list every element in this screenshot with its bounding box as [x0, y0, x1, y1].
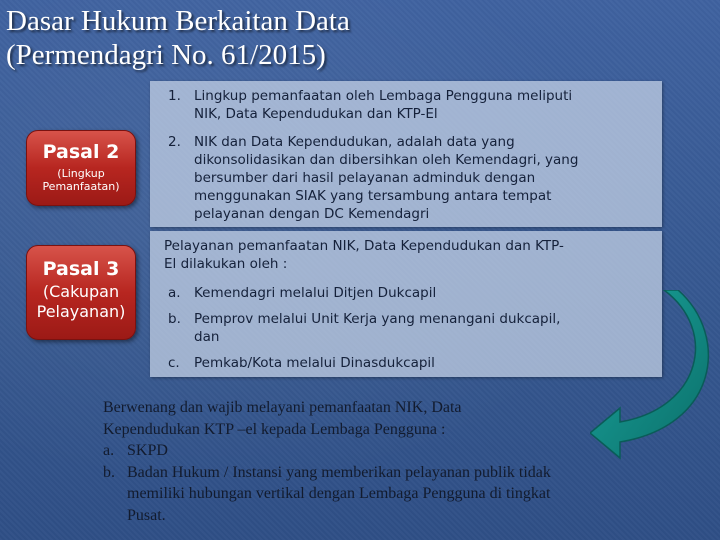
item-number: 2.	[168, 134, 181, 150]
bottom-item-line: memiliki hubungan vertikal dengan Lembaga Pengguna di tingkat	[127, 485, 551, 502]
pasal-2-badge	[26, 130, 136, 206]
bottom-item-b	[103, 462, 643, 527]
pasal-3-subtitle-line: Pelayanan)	[36, 302, 126, 321]
item-letter: c.	[168, 355, 180, 371]
item-line: Pemprov melalui Unit Kerja yang menangani dukcapil,	[194, 311, 561, 327]
bottom-item-line: Pusat.	[127, 506, 166, 524]
pasal-2-item-1	[168, 87, 650, 123]
pasal-3-item-a	[168, 284, 650, 302]
item-line: Lingkup pemanfaatan oleh Lembaga Pengguna meliputi	[194, 88, 573, 104]
title-line-1: Dasar Hukum Berkaitan Data	[6, 5, 350, 37]
pasal-2-name: Pasal 2	[42, 141, 120, 163]
item-line: Kemendagri melalui Ditjen Dukcapil	[194, 285, 437, 301]
item-line: NIK dan Data Kependudukan, adalah data yang	[194, 134, 515, 150]
bottom-item-mark: a.	[103, 442, 115, 459]
title-line-2: (Permendagri No. 61/2015)	[6, 39, 326, 71]
item-line: bersumber dari hasil pelayanan adminduk dengan	[194, 170, 536, 186]
bottom-line: Berwenang dan wajib melayani pemanfaatan NIK, Data	[103, 399, 462, 416]
pasal-2-subtitle-line: Pemanfaatan)	[42, 180, 120, 193]
item-letter: b.	[168, 311, 181, 327]
bottom-item-line: Badan Hukum / Instansi yang memberikan pelayanan publik tidak	[127, 463, 551, 481]
pasal-3-item-c	[168, 354, 650, 372]
pasal-3-name: Pasal 3	[42, 258, 120, 280]
pasal-3-item-b	[168, 310, 650, 346]
bottom-line: Kependudukan KTP –el kepada Lembaga Pengguna :	[103, 420, 446, 438]
item-line: NIK, Data Kependudukan dan KTP-El	[194, 106, 438, 122]
item-letter: a.	[168, 285, 181, 301]
intro-line: El dilakukan oleh :	[164, 256, 288, 272]
pasal-3-subtitle	[27, 282, 135, 322]
pasal-3-intro	[164, 237, 650, 273]
pasal-3-badge	[26, 245, 136, 340]
item-line: pelayanan dengan DC Kemendagri	[194, 206, 430, 222]
slide-title	[6, 4, 350, 72]
pasal-2-panel	[150, 81, 662, 227]
item-line: dan	[194, 329, 220, 345]
bottom-item-mark: b.	[103, 463, 115, 481]
item-number: 1.	[168, 88, 181, 104]
pasal-2-subtitle-line: (Lingkup	[57, 167, 105, 180]
pasal-2-item-2	[168, 133, 650, 223]
pasal-3-panel	[150, 231, 662, 377]
item-line: dikonsolidasikan dan dibersihkan oleh Kemendagri, yang	[194, 152, 579, 168]
pasal-3-subtitle-line: (Cakupan	[42, 282, 120, 301]
bottom-item-a	[103, 440, 643, 462]
pasal-2-subtitle	[27, 167, 135, 193]
intro-line: Pelayanan pemanfaatan NIK, Data Kependudukan dan KTP-	[164, 238, 564, 254]
bottom-note	[103, 397, 643, 526]
item-line: menggunakan SIAK yang tersambung antara tempat	[194, 188, 552, 204]
bottom-item-line: SKPD	[127, 442, 168, 459]
item-line: Pemkab/Kota melalui Dinasdukcapil	[194, 355, 435, 371]
